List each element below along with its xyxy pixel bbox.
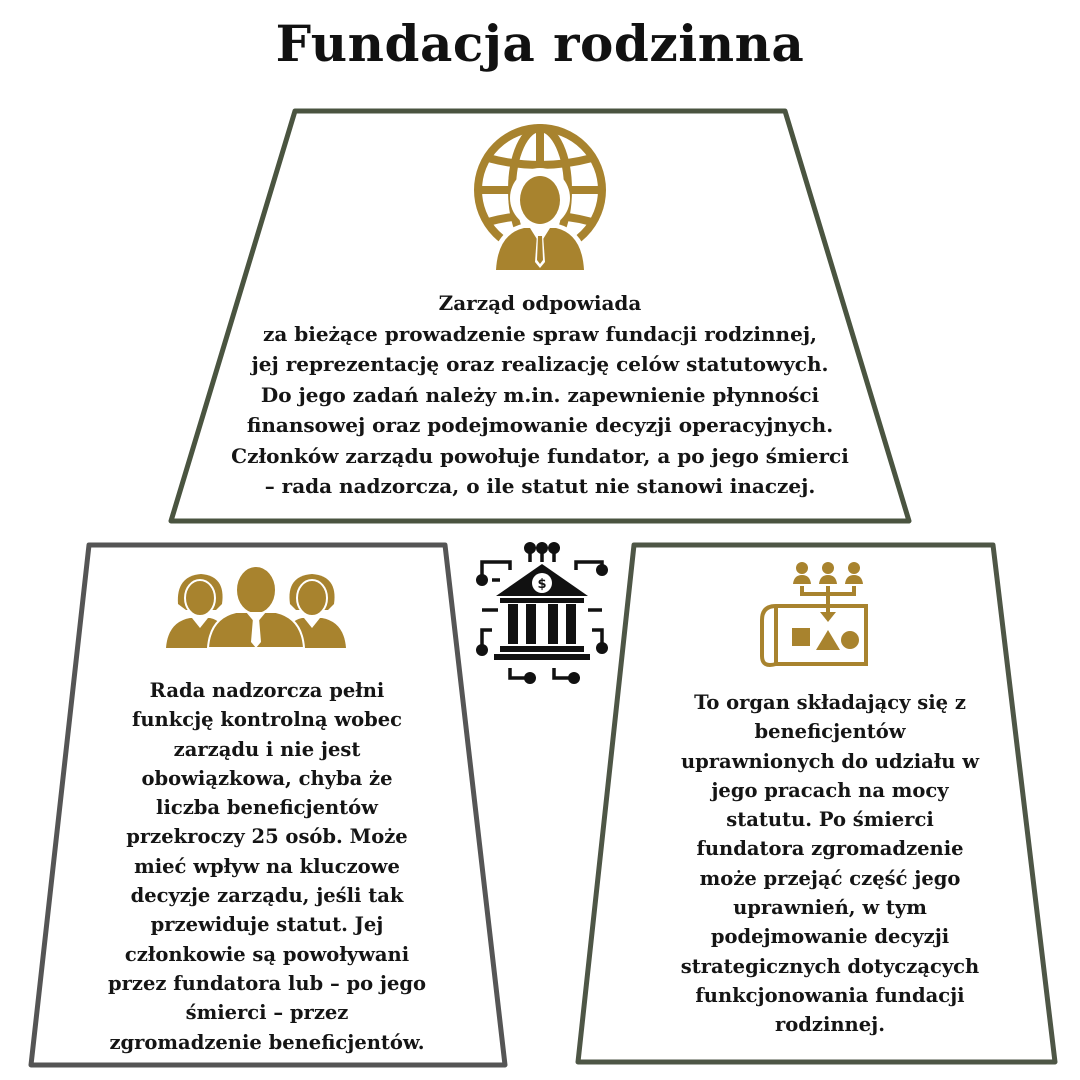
globe-businessman-icon — [470, 120, 610, 275]
beneficiaries-assembly-text-line: rodzinnej. — [774, 1013, 885, 1037]
supervisory-board-text-line: Rada nadzorcza pełni — [149, 679, 385, 702]
beneficiaries-assembly-description — [640, 688, 1020, 1040]
supervisory-board-description — [92, 676, 442, 1057]
beneficiaries-assembly-text-line: strategicznych dotyczących — [680, 954, 980, 978]
supervisory-board-text-line: przekroczy 25 osób. Może — [126, 825, 408, 849]
management-text-line: Do jego zadań należy m.in. zapewnienie płynności — [260, 382, 820, 407]
group-of-people-icon — [166, 566, 346, 648]
beneficiaries-assembly-text-line: uprawnionych do udziału w — [680, 749, 980, 773]
supervisory-board-text-line: członkowie są powoływani — [124, 942, 410, 966]
beneficiaries-assembly-text-line: fundatora zgromadzenie — [696, 837, 964, 861]
management-description — [190, 288, 890, 502]
supervisory-board-text-line: funkcję kontrolną wobec — [131, 708, 403, 732]
supervisory-board-text-line: obowiązkowa, chyba że — [141, 766, 393, 790]
organization-chart-icon — [758, 560, 873, 670]
beneficiaries-assembly-text-line: uprawnień, w tym — [733, 896, 927, 920]
supervisory-board-text-line: śmierci – przez — [185, 1001, 349, 1025]
beneficiaries-assembly-text-line: może przejąć część jego — [699, 866, 961, 890]
supervisory-board-text-line: zgromadzenie beneficjentów. — [109, 1030, 425, 1054]
supervisory-board-text-line: przez fundatora lub – po jego — [107, 971, 427, 995]
beneficiaries-assembly-text-line: statutu. Po śmierci — [726, 808, 934, 832]
supervisory-board-text-line: przewiduje statut. Jej — [150, 913, 384, 937]
supervisory-board-text-line: zarządu i nie jest — [173, 737, 361, 761]
supervisory-board-text-line: liczba beneficjentów — [156, 796, 378, 820]
bank-network-icon — [470, 540, 615, 685]
beneficiaries-assembly-text-line: To organ składający się z — [694, 691, 966, 714]
management-text-line: jej reprezentację oraz realizację celów statutowych. — [251, 352, 829, 376]
management-text-line: Członków zarządu powołuje fundator, a po jego śmierci — [231, 443, 849, 468]
beneficiaries-assembly-text-line: funkcjonowania fundacji — [695, 983, 965, 1007]
management-text-line: finansowej oraz podejmowanie decyzji operacyjnych. — [246, 413, 834, 437]
beneficiaries-assembly-text-line: podejmowanie decyzji — [710, 925, 950, 949]
page-title: Fundacja rodzinna — [275, 14, 805, 73]
management-text-line: – rada nadzorcza, o ile statut nie stanowi inaczej. — [264, 474, 816, 498]
management-text-line: Zarząd odpowiada — [438, 291, 642, 315]
beneficiaries-assembly-text-line: beneficjentów — [754, 720, 906, 744]
supervisory-board-text-line: mieć wpływ na kluczowe — [134, 854, 400, 878]
management-text-line: za bieżące prowadzenie spraw fundacji rodzinnej, — [262, 321, 818, 346]
supervisory-board-text-line: decyzje zarządu, jeśli tak — [130, 884, 404, 908]
svg-text:$: $ — [537, 577, 547, 592]
beneficiaries-assembly-text-line: jego pracach na mocy — [711, 778, 949, 802]
